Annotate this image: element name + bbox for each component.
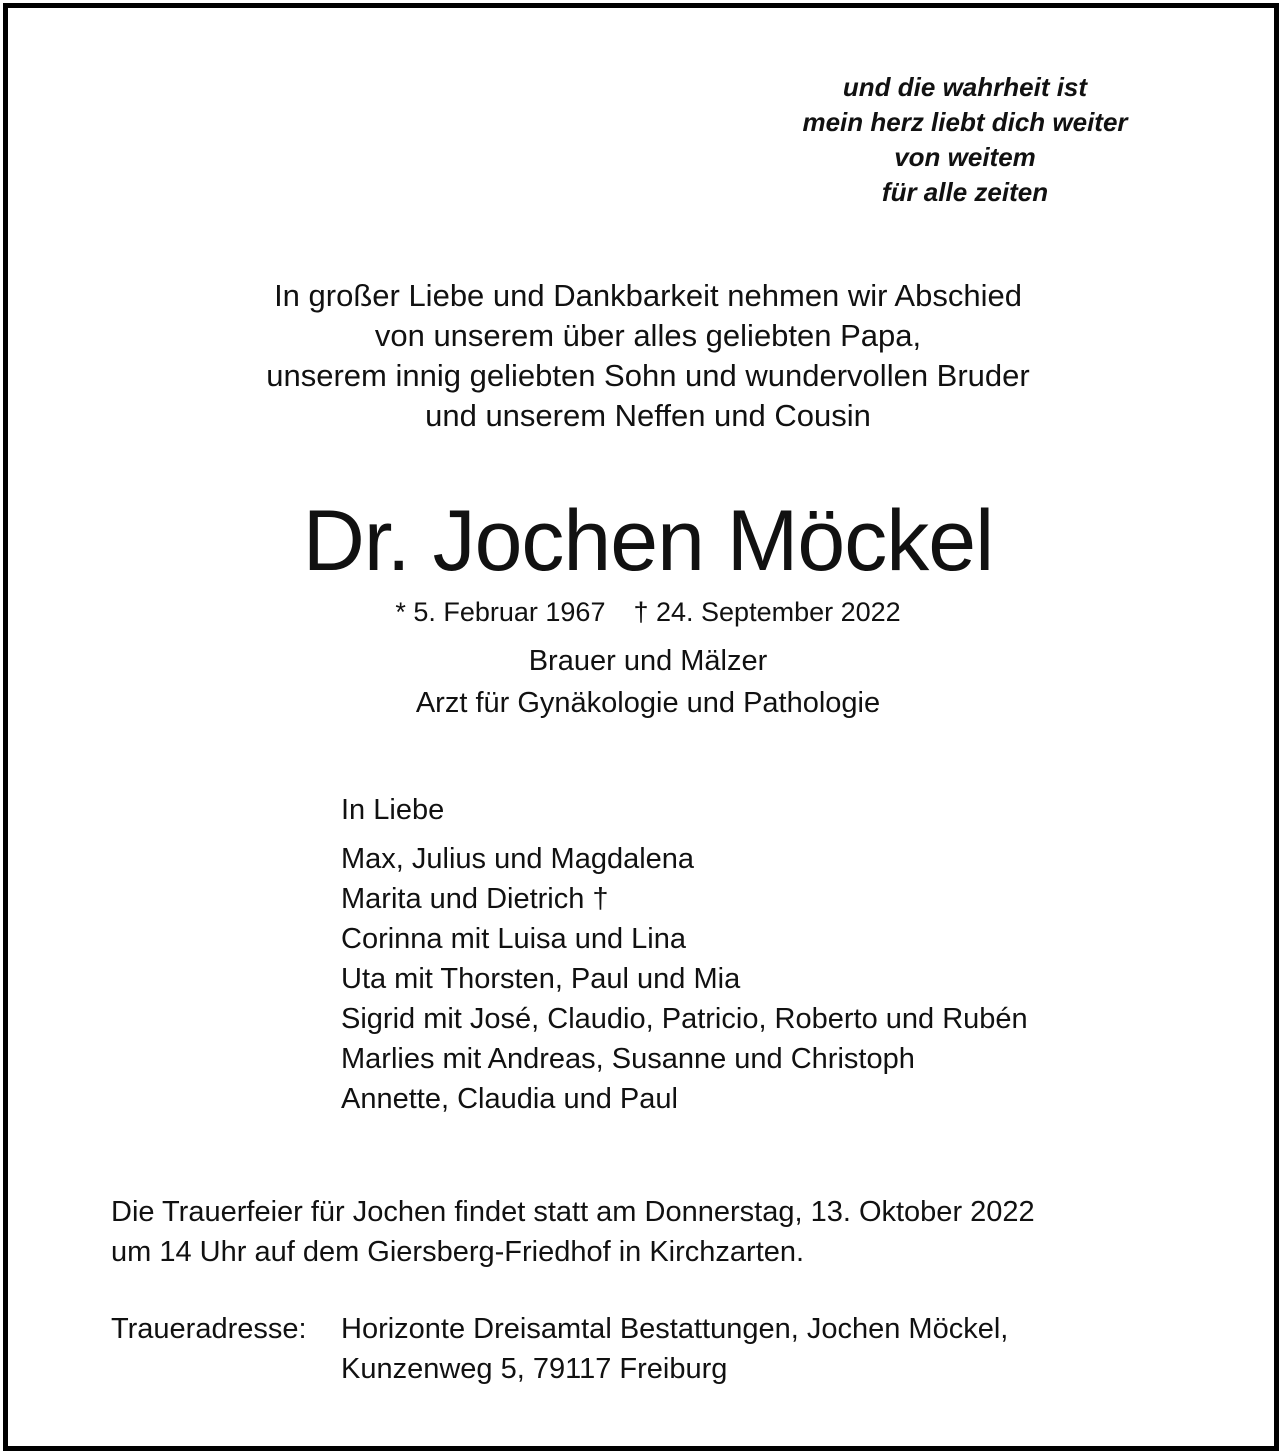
family-member: Uta mit Thorsten, Paul und Mia [341,963,741,995]
address-line: Kunzenweg 5, 79117 Freiburg [341,1353,728,1385]
profession-line: Brauer und Mälzer [528,645,768,677]
poem-line: von weitem [894,142,1036,172]
poem-line: und die wahrheit ist [842,72,1088,102]
mourning-address [111,1309,1008,1389]
poem [760,70,1170,210]
funeral-line: Die Trauerfeier für Jochen findet statt am Donnerstag, 13. Oktober 2022 [111,1196,1035,1228]
poem-line: mein herz liebt dich weiter [802,107,1128,137]
death-date: † 24. September 2022 [633,597,901,627]
profession-line: Arzt für Gynäkologie und Pathologie [415,687,881,719]
obituary-frame [3,3,1279,1451]
intro-text [148,276,1148,436]
family-heading: In Liebe [341,794,445,826]
intro-line: In großer Liebe und Dankbarkeit nehmen wir Abschied [274,278,1022,313]
family-member: Max, Julius und Magdalena [341,843,695,875]
funeral-notice [111,1192,1035,1272]
deceased-name: Dr. Jochen Möckel [302,493,994,589]
funeral-line: um 14 Uhr auf dem Giersberg-Friedhof in Kirchzarten. [111,1236,805,1268]
family-member: Annette, Claudia und Paul [341,1083,678,1115]
address-line: Horizonte Dreisamtal Bestattungen, Jochen Möckel, [341,1313,1009,1345]
life-dates [148,594,1148,630]
family-member: Sigrid mit José, Claudio, Patricio, Roberto und Rubén [341,1003,1028,1035]
intro-line: und unserem Neffen und Cousin [425,398,871,433]
address-label: Traueradresse: [111,1313,307,1345]
intro-line: von unserem über alles geliebten Papa, [374,318,922,353]
intro-line: unserem innig geliebten Sohn und wundervollen Bruder [266,358,1030,393]
family-member: Marita und Dietrich † [341,883,609,915]
family-member: Marlies mit Andreas, Susanne und Christoph [341,1043,915,1075]
family-list [341,839,1028,1119]
poem-line: für alle zeiten [881,177,1049,207]
birth-date: * 5. Februar 1967 [395,597,606,627]
family-member: Corinna mit Luisa und Lina [341,923,686,955]
professions [148,640,1148,724]
